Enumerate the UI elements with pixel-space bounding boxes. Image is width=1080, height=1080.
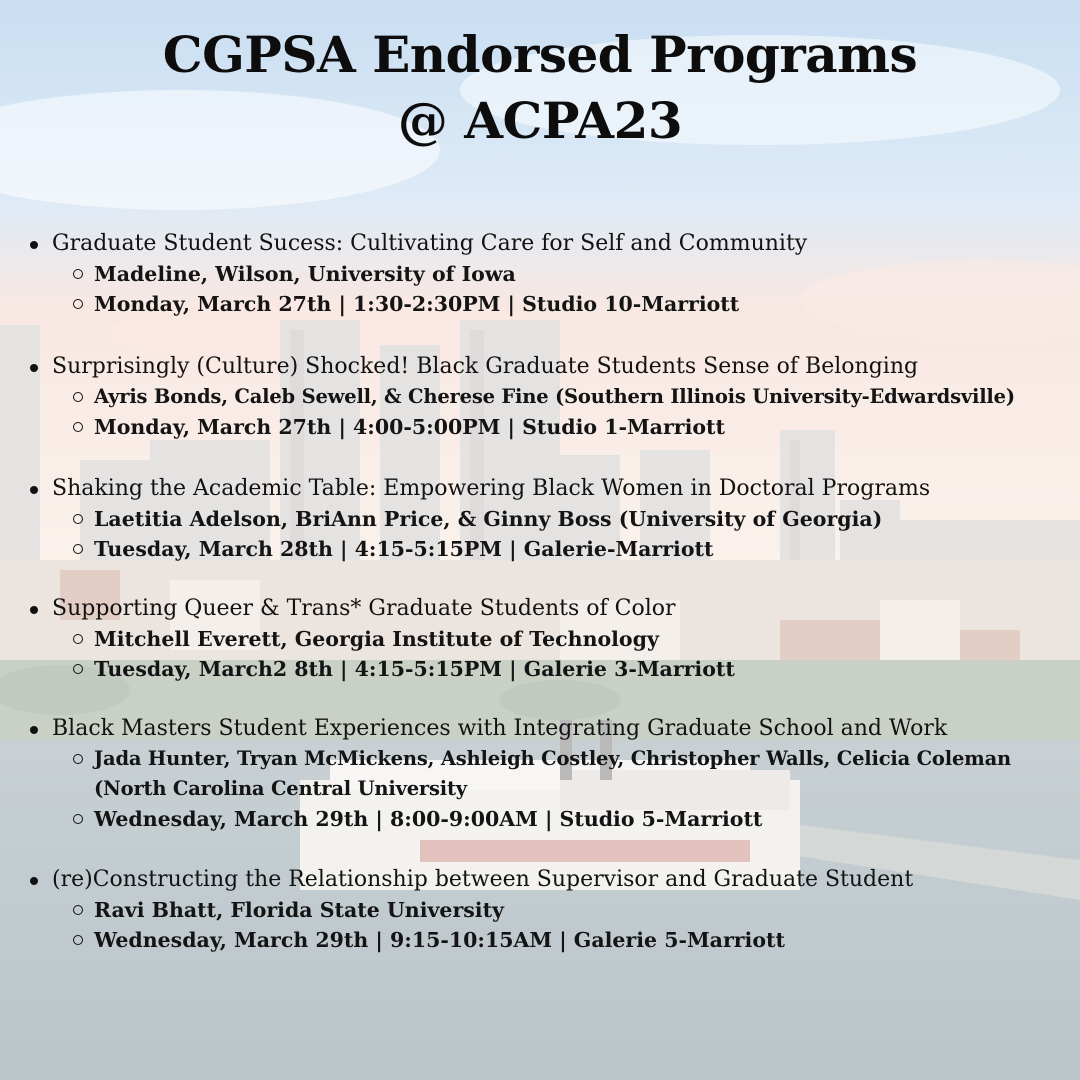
circle-bullet-icon xyxy=(73,544,83,554)
program-schedule: Tuesday, March 28th | 4:15-5:15PM | Galerie-Marriott xyxy=(30,534,1076,564)
program-item xyxy=(30,714,1076,834)
circle-bullet-icon xyxy=(73,299,83,309)
program-title: Surprisingly (Culture) Shocked! Black Graduate Students Sense of Belonging xyxy=(30,352,1076,382)
program-schedule: Tuesday, March2 8th | 4:15-5:15PM | Galerie 3-Marriott xyxy=(30,654,1076,684)
title-line-1: CGPSA Endorsed Programs xyxy=(162,25,918,84)
program-item xyxy=(30,474,1076,564)
program-presenters: Laetitia Adelson, BriAnn Price, & Ginny Boss (University of Georgia) xyxy=(30,504,1076,534)
circle-bullet-icon xyxy=(73,422,83,432)
bullet-icon xyxy=(30,606,38,614)
program-title: Black Masters Student Experiences with Integrating Graduate School and Work xyxy=(30,714,1076,744)
circle-bullet-icon xyxy=(73,905,83,915)
circle-bullet-icon xyxy=(73,269,83,279)
program-presenters: Madeline, Wilson, University of Iowa xyxy=(30,259,1076,289)
program-item xyxy=(30,229,1076,319)
title-line-2: @ ACPA23 xyxy=(397,91,683,150)
bullet-icon xyxy=(30,241,38,249)
program-schedule: Monday, March 27th | 4:00-5:00PM | Studio 1-Marriott xyxy=(30,412,1076,442)
program-presenters: Ravi Bhatt, Florida State University xyxy=(30,895,1076,925)
bullet-icon xyxy=(30,877,38,885)
bullet-icon xyxy=(30,486,38,494)
program-presenters: Ayris Bonds, Caleb Sewell, & Cherese Fine (Southern Illinois University-Edwardsville) xyxy=(30,382,1076,412)
program-title: Graduate Student Sucess: Cultivating Care for Self and Community xyxy=(30,229,1076,259)
page-title xyxy=(0,22,1080,154)
circle-bullet-icon xyxy=(73,514,83,524)
program-item xyxy=(30,594,1076,684)
circle-bullet-icon xyxy=(73,392,83,402)
circle-bullet-icon xyxy=(73,634,83,644)
program-title: (re)Constructing the Relationship between Supervisor and Graduate Student xyxy=(30,865,1076,895)
program-schedule: Wednesday, March 29th | 9:15-10:15AM | Galerie 5-Marriott xyxy=(30,925,1076,955)
bullet-icon xyxy=(30,364,38,372)
program-item xyxy=(30,865,1076,955)
bullet-icon xyxy=(30,726,38,734)
circle-bullet-icon xyxy=(73,814,83,824)
circle-bullet-icon xyxy=(73,754,83,764)
program-schedule: Monday, March 27th | 1:30-2:30PM | Studio 10-Marriott xyxy=(30,289,1076,319)
program-title: Supporting Queer & Trans* Graduate Students of Color xyxy=(30,594,1076,624)
program-presenters: Mitchell Everett, Georgia Institute of Technology xyxy=(30,624,1076,654)
circle-bullet-icon xyxy=(73,664,83,674)
program-item xyxy=(30,352,1076,442)
program-schedule: Wednesday, March 29th | 8:00-9:00AM | Studio 5-Marriott xyxy=(30,804,1076,834)
circle-bullet-icon xyxy=(73,935,83,945)
program-presenters: Jada Hunter, Tryan McMickens, Ashleigh Costley, Christopher Walls, Celicia Coleman (North Carolina Central University xyxy=(30,744,1076,804)
program-title: Shaking the Academic Table: Empowering Black Women in Doctoral Programs xyxy=(30,474,1076,504)
